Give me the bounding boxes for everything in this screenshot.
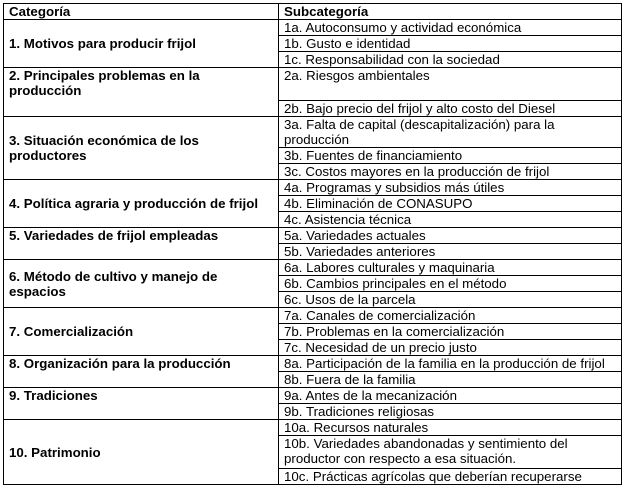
subcategory-cell: 8b. Fuera de la familia [279, 372, 622, 388]
table-row [4, 68, 622, 101]
subcategory-cell: 1c. Responsabilidad con la sociedad [279, 52, 622, 68]
table-row [4, 180, 622, 196]
subcategory-cell: 10a. Recursos naturales [279, 420, 622, 436]
subcategory-cell: 3b. Fuentes de financiamiento [279, 148, 622, 164]
subcategory-cell: 2a. Riesgos ambientales [279, 68, 622, 101]
category-cell: 6. Método de cultivo y manejo de espacios [4, 260, 279, 308]
subcategory-cell: 5a. Variedades actuales [279, 228, 622, 244]
table-row [4, 117, 622, 148]
subcategory-cell: 10c. Prácticas agrícolas que deberían recuperarse [279, 469, 622, 485]
table-row [4, 260, 622, 276]
table-row [4, 420, 622, 436]
subcategory-cell: 4c. Asistencia técnica [279, 212, 622, 228]
subcategory-cell: 7b. Problemas en la comercialización [279, 324, 622, 340]
subcategory-cell: 5b. Variedades anteriores [279, 244, 622, 260]
subcategory-cell: 4b. Eliminación de CONASUPO [279, 196, 622, 212]
subcategory-cell: 3a. Falta de capital (descapitalización) para la producción [279, 117, 622, 148]
category-cell: 3. Situación económica de los productores [4, 117, 279, 180]
subcategory-cell: 7c. Necesidad de un precio justo [279, 340, 622, 356]
subcategory-cell: 9a. Antes de la mecanización [279, 388, 622, 404]
category-cell: 8. Organización para la producción [4, 356, 279, 388]
category-cell: 1. Motivos para producir frijol [4, 20, 279, 68]
category-cell: 4. Política agraria y producción de frijol [4, 180, 279, 228]
category-cell: 5. Variedades de frijol empleadas [4, 228, 279, 260]
subcategory-cell: 6a. Labores culturales y maquinaria [279, 260, 622, 276]
header-subcategory: Subcategoría [279, 4, 622, 20]
subcategory-cell: 4a. Programas y subsidios más útiles [279, 180, 622, 196]
subcategory-cell: 6c. Usos de la parcela [279, 292, 622, 308]
header-row [4, 4, 622, 20]
category-cell: 9. Tradiciones [4, 388, 279, 420]
subcategory-cell: 3c. Costos mayores en la producción de frijol [279, 164, 622, 180]
category-cell: 10. Patrimonio [4, 420, 279, 485]
subcategory-cell: 6b. Cambios principales en el método [279, 276, 622, 292]
subcategory-cell: 1b. Gusto e identidad [279, 36, 622, 52]
category-cell: 2. Principales problemas en la producción [4, 68, 279, 117]
header-category: Categoría [4, 4, 279, 20]
category-cell: 7. Comercialización [4, 308, 279, 356]
subcategory-cell: 10b. Variedades abandonadas y sentimiento del productor con respecto a esa situación. [279, 436, 622, 469]
subcategory-cell: 2b. Bajo precio del frijol y alto costo del Diesel [279, 101, 622, 117]
table-row [4, 356, 622, 372]
subcategory-cell: 9b. Tradiciones religiosas [279, 404, 622, 420]
subcategory-cell: 1a. Autoconsumo y actividad económica [279, 20, 622, 36]
subcategory-cell: 7a. Canales de comercialización [279, 308, 622, 324]
table-row [4, 20, 622, 36]
table-row [4, 388, 622, 404]
table-row [4, 228, 622, 244]
category-table [3, 3, 622, 485]
table-row [4, 308, 622, 324]
subcategory-cell: 8a. Participación de la familia en la producción de frijol [279, 356, 622, 372]
